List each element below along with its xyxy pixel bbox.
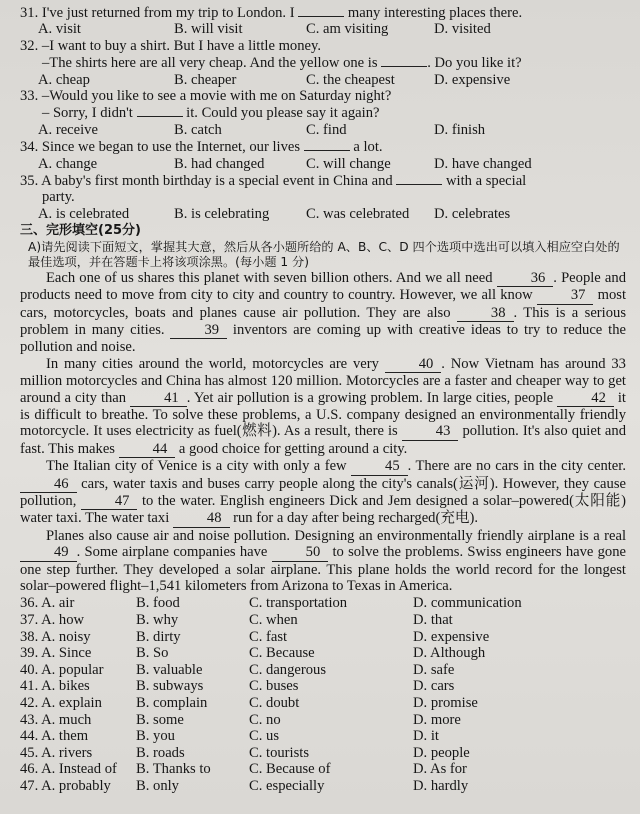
blank-number: 39 xyxy=(170,322,227,339)
cloze-option-d: D. communication xyxy=(413,595,522,612)
cloze-option-row xyxy=(20,612,626,629)
cloze-option-a: 36. A. air xyxy=(20,595,75,612)
cloze-option-b: B. Thanks to xyxy=(136,761,211,778)
cloze-option-row xyxy=(20,695,626,712)
cloze-option-b: B. complain xyxy=(136,694,208,711)
multiple-choice-section xyxy=(20,4,626,222)
question-stem-line2: party. xyxy=(42,189,75,206)
cloze-option-a: 43. A. much xyxy=(20,711,92,728)
cloze-option-c: C. Because of xyxy=(249,761,331,778)
option-b: B. had changed xyxy=(174,155,265,172)
cloze-option-d: D. it xyxy=(413,728,439,745)
cloze-option-d: D. people xyxy=(413,744,470,761)
cloze-option-b: B. only xyxy=(136,777,179,794)
cloze-option-d: D. As for xyxy=(413,761,467,778)
cloze-option-b: B. dirty xyxy=(136,628,181,645)
option-row xyxy=(20,206,626,222)
option-row xyxy=(20,21,626,37)
cloze-option-c: C. Because xyxy=(249,645,315,662)
option-d: D. celebrates xyxy=(434,205,511,222)
section-instruction: A)请先阅读下面短文，掌握其大意，然后从各小题所给的 A、B、C、D 四个选项中选出可以填入相应空白处的最佳选项，并在答题卡上将该项涂黑。(每小题 1 分) xyxy=(28,239,620,269)
passage-paragraph: In many cities around the world, motorcycles are very 40 . Now Vietnam has around 33 million motorcycles and China has almost 120 million. Motorcycles are a faster and cheaper way to get around a city than 41 . Yet air pollution is a growing problem. In large cities, people 42 it is difficult to breathe. To solve these problems, a U.S. company designed an environmentally friendly motorcycle. It uses electricity as fuel(燃料). As a result, there is 43 pollution. It's also quiet and fast. This makes 44 a good choice for getting around a city. xyxy=(20,355,627,457)
passage-paragraph: Planes also cause air and noise pollution. Designing an environmentally friendly airplane is a real 49 . Some airplane companies have 50 to solve the problems. Swiss engineers have gone one step further. They developed a solar airplane. This plane holds the world record for the longest solar–powered flight–1,541 kilometers from Arizona to Texas in America. xyxy=(20,527,626,594)
answer-blank xyxy=(137,104,183,117)
cloze-option-row xyxy=(20,662,626,679)
cloze-options xyxy=(20,595,626,794)
cloze-option-b: B. roads xyxy=(136,744,185,761)
question-stem-line2: –The shirts here are all very cheap. And the yellow one is . Do you like it? xyxy=(42,55,522,72)
blank-number: 44 xyxy=(119,441,176,458)
cloze-option-c: C. tourists xyxy=(249,744,310,761)
cloze-option-b: B. you xyxy=(136,728,175,745)
option-c: C. was celebrated xyxy=(306,205,410,222)
blank-number: 38 xyxy=(457,305,514,322)
cloze-option-c: C. doubt xyxy=(249,694,300,711)
cloze-option-d: D. that xyxy=(413,612,453,628)
cloze-option-row xyxy=(20,778,626,795)
answer-blank xyxy=(304,138,350,151)
cloze-option-c: C. transportation xyxy=(249,595,348,612)
answer-blank xyxy=(381,54,427,67)
cloze-option-row xyxy=(20,728,626,745)
cloze-option-c: C. when xyxy=(249,612,298,628)
cloze-option-d: D. cars xyxy=(413,678,455,695)
cloze-option-b: B. why xyxy=(136,612,179,628)
cloze-option-row xyxy=(20,629,626,646)
blank-number: 48 xyxy=(173,510,230,527)
cloze-option-c: C. fast xyxy=(249,628,288,645)
cloze-option-a: 42. A. explain xyxy=(20,694,102,711)
option-d: D. visited xyxy=(434,21,491,38)
option-b: B. will visit xyxy=(174,21,243,38)
blank-number: 41 xyxy=(130,390,187,407)
option-row xyxy=(20,122,626,138)
question-stem: 35. A baby's first month birthday is a special event in China and with a special xyxy=(20,173,527,190)
cloze-option-row xyxy=(20,645,626,662)
cloze-option-a: 39. A. Since xyxy=(20,645,92,662)
cloze-option-row xyxy=(20,761,626,778)
cloze-option-d: D. more xyxy=(413,711,461,728)
cloze-option-row xyxy=(20,712,626,729)
cloze-option-d: D. expensive xyxy=(413,628,490,645)
option-c: C. the cheapest xyxy=(306,71,395,88)
option-d: D. have changed xyxy=(434,155,532,172)
option-c: C. will change xyxy=(306,155,391,172)
question-stem: 33. –Would you like to see a movie with me on Saturday night? xyxy=(20,88,392,105)
blank-number: 37 xyxy=(537,287,594,304)
cloze-option-b: B. food xyxy=(136,595,180,612)
option-b: B. cheaper xyxy=(174,71,237,88)
answer-blank xyxy=(396,172,442,185)
option-a: A. cheap xyxy=(38,71,90,88)
option-a: A. visit xyxy=(38,21,81,38)
option-c: C. find xyxy=(306,121,347,138)
cloze-option-c: C. buses xyxy=(249,678,299,695)
cloze-option-b: B. So xyxy=(136,645,169,662)
cloze-passage xyxy=(20,270,626,595)
cloze-option-c: C. us xyxy=(249,728,280,745)
passage-paragraph: Each one of us shares this planet with seven billion others. And we all need 36 . People and products need to move from city to city and country to country. However, we all know 37 most cars, motorcycles, boats and planes cause air pollution. They are also 38 . This is a serious problem in many cities. 39 inventors are coming up with creative ideas to try to reduce the pollution and noise. xyxy=(20,269,627,356)
option-b: B. catch xyxy=(174,121,222,138)
cloze-option-d: D. promise xyxy=(413,694,478,711)
blank-number: 42 xyxy=(557,390,614,407)
question-stem: 32. –I want to buy a shirt. But I have a little money. xyxy=(20,37,322,54)
question-stem-line2: – Sorry, I didn't it. Could you please say it again? xyxy=(42,105,380,122)
passage-paragraph: The Italian city of Venice is a city with only a few 45 . There are no cars in the city center. 46 cars, water taxis and buses carry people along the city's canals(运河). However, they cause pollution, 47 to the water. English engineers Dick and Jem designed a solar–powered(太阳能) water taxi. The water taxi 48 run for a day after being recharged(充电). xyxy=(20,458,626,527)
blank-number: 46 xyxy=(20,476,77,493)
cloze-option-b: B. subways xyxy=(136,678,204,695)
section-title: 三、完形填空(25分) xyxy=(20,223,141,239)
cloze-option-a: 46. A. Instead of xyxy=(20,761,117,778)
option-row xyxy=(20,156,626,172)
cloze-option-a: 38. A. noisy xyxy=(20,628,91,645)
option-d: D. finish xyxy=(434,121,486,138)
blank-number: 50 xyxy=(272,544,329,561)
cloze-option-c: C. no xyxy=(249,711,281,728)
blank-number: 47 xyxy=(81,493,138,510)
cloze-option-c: C. especially xyxy=(249,777,325,794)
cloze-option-d: D. hardly xyxy=(413,777,469,794)
blank-number: 45 xyxy=(351,458,408,475)
cloze-option-b: B. valuable xyxy=(136,661,203,678)
question-stem: 34. Since we began to use the Internet, our lives a lot. xyxy=(20,139,383,156)
answer-blank xyxy=(298,4,344,17)
option-row xyxy=(20,72,626,88)
cloze-option-row xyxy=(20,678,626,695)
cloze-option-row xyxy=(20,595,626,612)
cloze-option-d: D. safe xyxy=(413,661,455,678)
cloze-option-a: 40. A. popular xyxy=(20,661,104,678)
option-a: A. change xyxy=(38,155,98,172)
cloze-option-row xyxy=(20,745,626,762)
option-b: B. is celebrating xyxy=(174,205,270,222)
blank-number: 49 xyxy=(20,544,77,561)
blank-number: 43 xyxy=(402,423,459,440)
cloze-option-a: 41. A. bikes xyxy=(20,678,90,695)
option-a: A. is celebrated xyxy=(38,205,130,222)
blank-number: 36 xyxy=(497,270,554,287)
cloze-option-a: 45. A. rivers xyxy=(20,744,93,761)
option-d: D. expensive xyxy=(434,71,511,88)
cloze-option-d: D. Although xyxy=(413,645,486,662)
blank-number: 40 xyxy=(385,356,442,373)
cloze-option-a: 37. A. how xyxy=(20,612,85,628)
cloze-option-b: B. some xyxy=(136,711,184,728)
cloze-option-a: 44. A. them xyxy=(20,728,89,745)
question-stem: 31. I've just returned from my trip to London. I many interesting places there. xyxy=(20,5,523,21)
option-c: C. am visiting xyxy=(306,21,389,38)
cloze-option-c: C. dangerous xyxy=(249,661,327,678)
cloze-option-a: 47. A. probably xyxy=(20,777,111,794)
option-a: A. receive xyxy=(38,121,98,138)
